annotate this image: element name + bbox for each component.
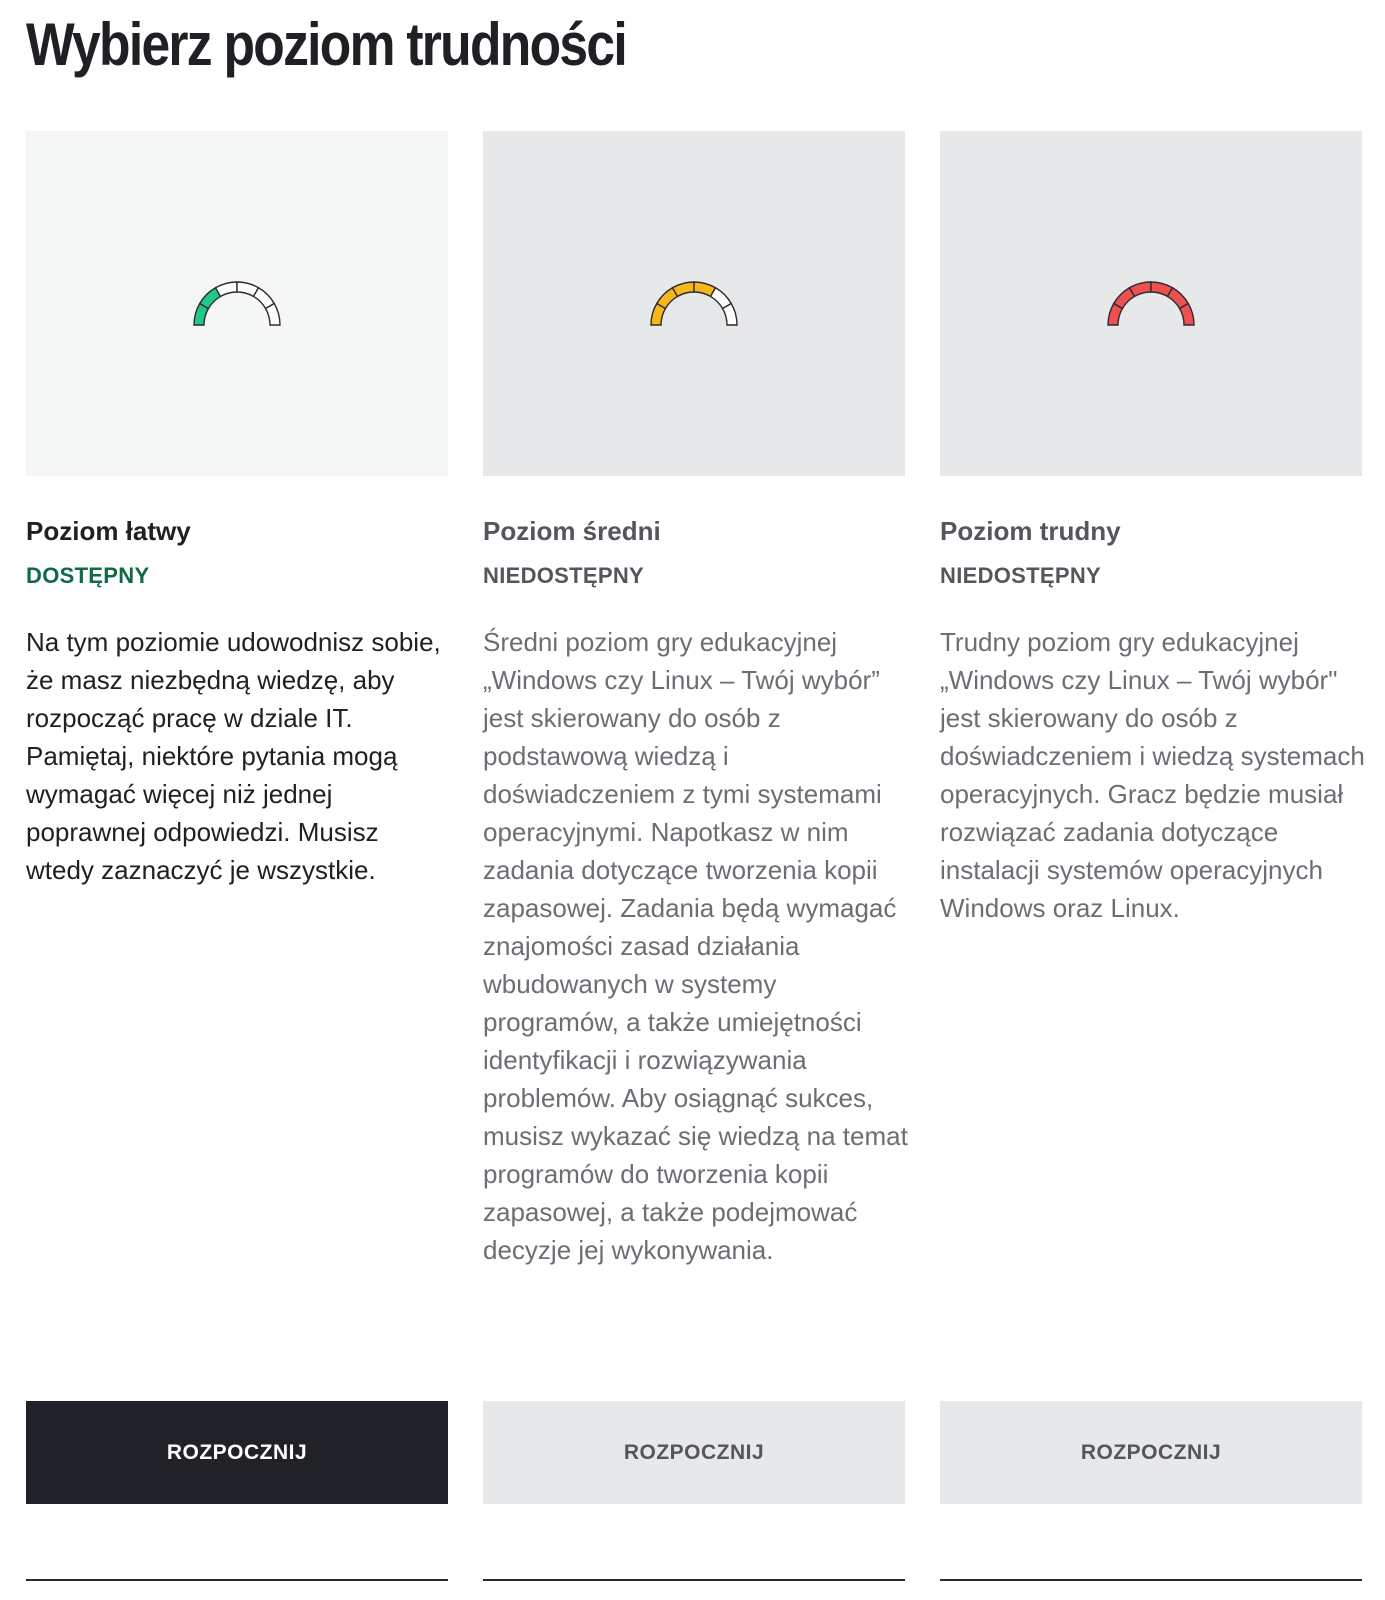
- difficulty-gauge-medium-icon: [648, 280, 740, 328]
- gauge-segment: [1130, 282, 1152, 296]
- gauge-segment: [673, 282, 695, 296]
- level-description: Trudny poziom gry edukacyjnej „Windows czy Linux – Twój wybór" jest skierowany do osób z doświadczeniem i wiedzą systemach operacyjnych. Gracz będzie musiał rozwiązać zadania dotyczące instalacji systemów operacyjnych Windows oraz Linux.: [940, 627, 1365, 923]
- divider: [483, 1579, 905, 1581]
- gauge-segment: [1180, 303, 1194, 325]
- level-thumbnail-easy: [26, 131, 448, 476]
- level-title: Poziom łatwy: [26, 516, 191, 546]
- level-description: Średni poziom gry edukacyjnej „Windows czy Linux – Twój wybór” jest skierowany do osób z podstawową wiedzą i doświadczeniem z tymi systemami operacyjnymi. Napotkasz w nim zadania dotyczące tworzenia kopii zapasowej. Zadania będą wymagać znajomości zasad działania wbudowanych w systemy programów, a także umiejętności identyfikacji i rozwiązywania problemów. Aby osiągnąć sukces, musisz wykazać się wiedzą na temat programów do tworzenia kopii zapasowej, a także podejmować decyzje jej wykonywania.: [483, 627, 908, 1265]
- start-button-medium[interactable]: ROZPOCZNIJ: [483, 1401, 905, 1504]
- status-badge: NIEDOSTĘPNY: [940, 563, 1101, 588]
- page-title: Wybierz poziom trudności: [26, 11, 626, 78]
- level-description: Na tym poziomie udowodnisz sobie, że masz niezbędną wiedzę, aby rozpocząć pracę w dziale IT. Pamiętaj, niektóre pytania mogą wymagać więcej niż jednej poprawnej odpowiedzi. Musisz wtedy zaznaczyć je wszystkie.: [26, 627, 441, 885]
- difficulty-gauge-hard-icon: [1105, 280, 1197, 328]
- difficulty-cards: [26, 131, 1365, 1581]
- divider: [940, 1579, 1362, 1581]
- level-card-hard: [940, 131, 1365, 1581]
- level-thumbnail-medium: [483, 131, 905, 476]
- level-title: Poziom średni: [483, 516, 661, 546]
- level-card-easy: [26, 131, 448, 1581]
- start-button-easy[interactable]: ROZPOCZNIJ: [26, 1401, 448, 1504]
- level-card-medium: [483, 131, 908, 1581]
- level-thumbnail-hard: [940, 131, 1362, 476]
- level-title: Poziom trudny: [940, 516, 1121, 546]
- gauge-segment: [266, 303, 280, 325]
- divider: [26, 1579, 448, 1581]
- status-badge: NIEDOSTĘPNY: [483, 563, 644, 588]
- status-badge: DOSTĘPNY: [26, 563, 150, 588]
- gauge-segment: [216, 282, 238, 296]
- gauge-segment: [723, 303, 737, 325]
- difficulty-gauge-easy-icon: [191, 280, 283, 328]
- start-button-hard[interactable]: ROZPOCZNIJ: [940, 1401, 1362, 1504]
